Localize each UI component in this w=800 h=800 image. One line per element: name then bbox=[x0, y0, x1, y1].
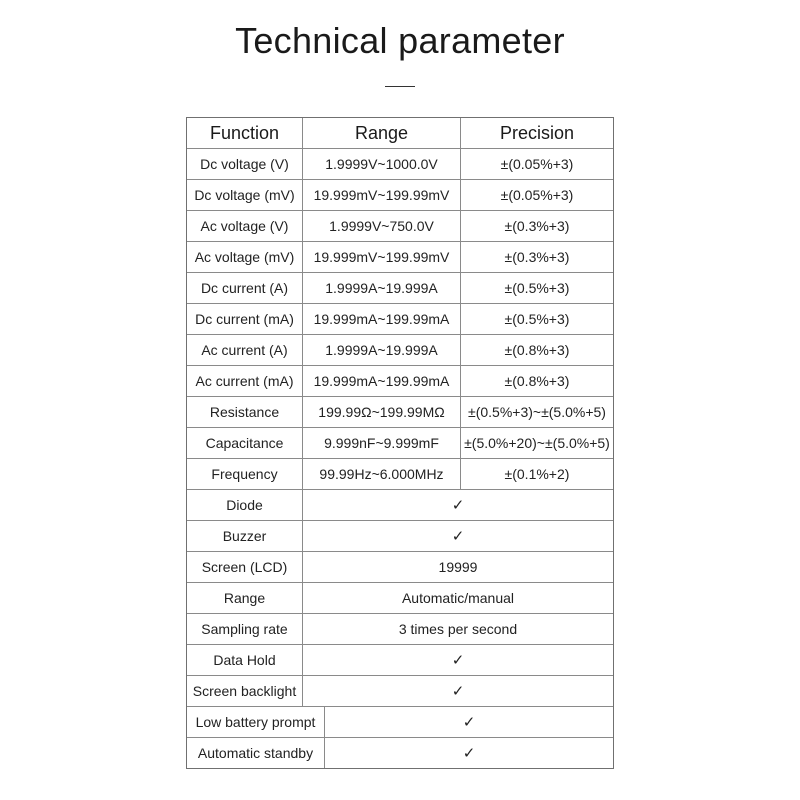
function-cell: Ac voltage (mV) bbox=[194, 249, 295, 265]
precision-cell: ±(0.05%+3) bbox=[460, 149, 613, 179]
precision-cell: ±(0.1%+2) bbox=[460, 459, 613, 489]
function-cell: Data Hold bbox=[213, 652, 276, 668]
function-cell: Ac voltage (V) bbox=[200, 218, 289, 234]
function-cell: Diode bbox=[226, 497, 263, 513]
spec-table bbox=[186, 117, 614, 769]
function-cell: Resistance bbox=[209, 404, 280, 420]
checkmark-icon: ✓ bbox=[302, 490, 613, 520]
table-header-row bbox=[187, 118, 613, 148]
table-row bbox=[187, 427, 613, 458]
range-cell: 1.9999A~19.999A bbox=[302, 335, 460, 365]
table-row bbox=[187, 551, 613, 582]
precision-cell: ±(0.5%+3) bbox=[460, 273, 613, 303]
header-range: Range bbox=[302, 118, 460, 148]
precision-cell: ±(0.3%+3) bbox=[460, 242, 613, 272]
table-row bbox=[187, 613, 613, 644]
range-cell: 1.9999A~19.999A bbox=[302, 273, 460, 303]
title-divider bbox=[385, 86, 415, 87]
value-cell: Automatic/manual bbox=[302, 583, 613, 613]
function-cell: Range bbox=[223, 590, 266, 606]
value-cell: 19999 bbox=[302, 552, 613, 582]
table-row bbox=[187, 303, 613, 334]
precision-cell: ±(0.3%+3) bbox=[460, 211, 613, 241]
range-cell: 19.999mV~199.99mV bbox=[302, 180, 460, 210]
function-cell: Dc current (A) bbox=[200, 280, 289, 296]
function-cell: Ac current (mA) bbox=[195, 373, 294, 389]
checkmark-icon: ✓ bbox=[324, 707, 613, 737]
function-cell: Ac current (A) bbox=[201, 342, 288, 358]
table-row bbox=[187, 489, 613, 520]
function-cell: Dc voltage (V) bbox=[200, 156, 289, 172]
table-row bbox=[187, 675, 613, 706]
function-cell: Low battery prompt bbox=[195, 714, 316, 730]
table-row bbox=[187, 241, 613, 272]
range-cell: 99.99Hz~6.000MHz bbox=[302, 459, 460, 489]
checkmark-icon: ✓ bbox=[302, 676, 613, 706]
function-cell: Capacitance bbox=[205, 435, 284, 451]
table-row bbox=[187, 737, 613, 768]
checkmark-icon: ✓ bbox=[302, 521, 613, 551]
function-cell: Buzzer bbox=[222, 528, 267, 544]
page-title: Technical parameter bbox=[235, 20, 565, 61]
precision-cell: ±(0.5%+3) bbox=[460, 304, 613, 334]
table-row bbox=[187, 210, 613, 241]
range-cell: 199.99Ω~199.99MΩ bbox=[302, 397, 460, 427]
range-cell: 19.999mV~199.99mV bbox=[302, 242, 460, 272]
table-row bbox=[187, 706, 613, 737]
precision-cell: ±(5.0%+20)~±(5.0%+5) bbox=[460, 428, 613, 458]
range-cell: 19.999mA~199.99mA bbox=[302, 304, 460, 334]
value-cell: 3 times per second bbox=[302, 614, 613, 644]
table-row bbox=[187, 365, 613, 396]
table-row bbox=[187, 148, 613, 179]
function-cell: Automatic standby bbox=[197, 745, 314, 761]
table-row bbox=[187, 334, 613, 365]
header-function: Function bbox=[209, 122, 280, 143]
range-cell: 19.999mA~199.99mA bbox=[302, 366, 460, 396]
table-row bbox=[187, 520, 613, 551]
function-cell: Dc current (mA) bbox=[195, 311, 294, 327]
precision-cell: ±(0.8%+3) bbox=[460, 335, 613, 365]
range-cell: 9.999nF~9.999mF bbox=[302, 428, 460, 458]
function-cell: Dc voltage (mV) bbox=[194, 187, 295, 203]
function-cell: Screen (LCD) bbox=[201, 559, 288, 575]
range-cell: 1.9999V~750.0V bbox=[302, 211, 460, 241]
table-row bbox=[187, 179, 613, 210]
checkmark-icon: ✓ bbox=[324, 738, 613, 768]
table-row bbox=[187, 396, 613, 427]
function-cell: Sampling rate bbox=[201, 621, 288, 637]
header-precision: Precision bbox=[460, 118, 613, 148]
precision-cell: ±(0.5%+3)~±(5.0%+5) bbox=[460, 397, 613, 427]
table-row bbox=[187, 458, 613, 489]
precision-cell: ±(0.05%+3) bbox=[460, 180, 613, 210]
table-row bbox=[187, 582, 613, 613]
function-cell: Screen backlight bbox=[192, 683, 297, 699]
table-row bbox=[187, 272, 613, 303]
precision-cell: ±(0.8%+3) bbox=[460, 366, 613, 396]
table-row bbox=[187, 644, 613, 675]
function-cell: Frequency bbox=[211, 466, 278, 482]
range-cell: 1.9999V~1000.0V bbox=[302, 149, 460, 179]
checkmark-icon: ✓ bbox=[302, 645, 613, 675]
